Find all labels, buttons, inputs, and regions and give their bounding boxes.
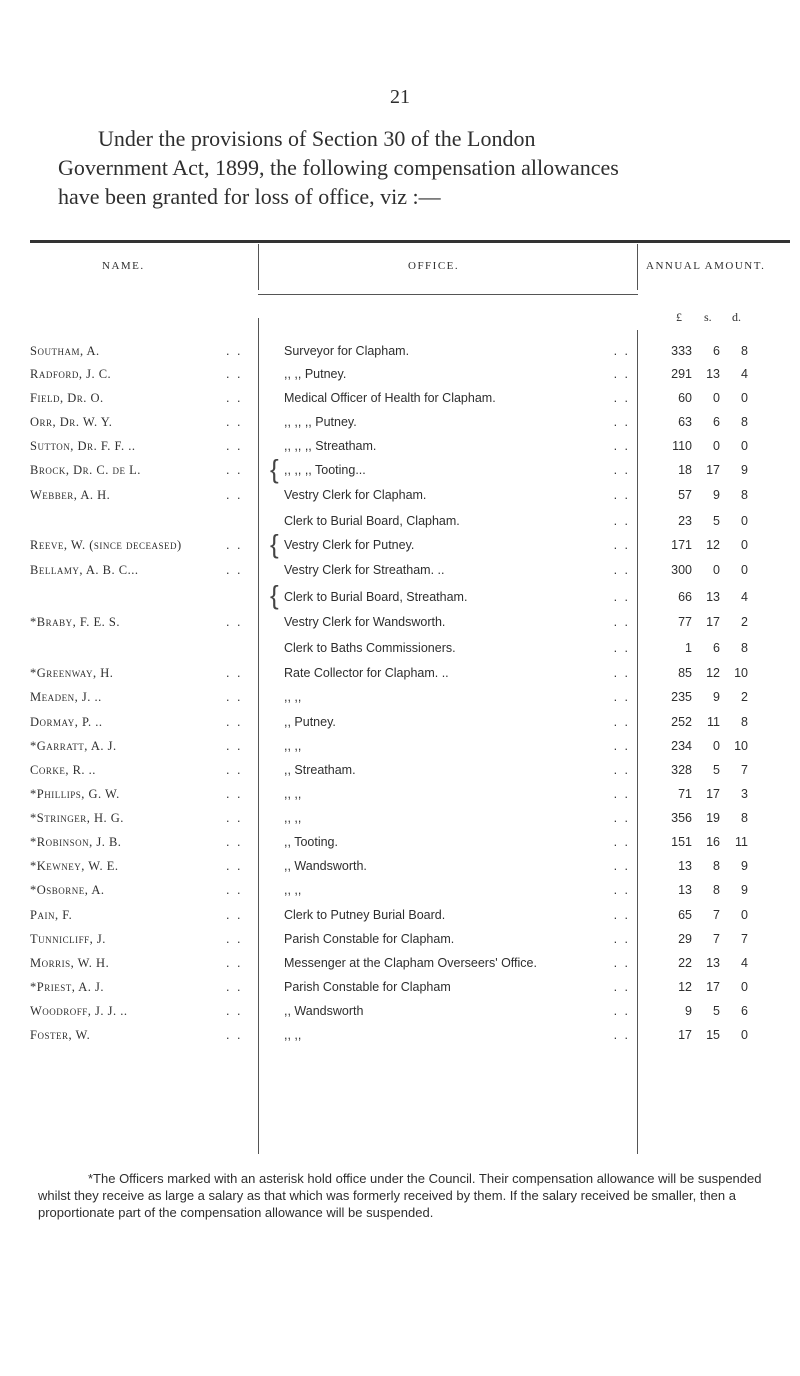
row-shillings: 11: [707, 715, 720, 729]
leader-dots: . .: [226, 980, 243, 994]
leader-dots: . .: [613, 690, 630, 704]
row-pounds: 13: [678, 883, 692, 897]
leader-dots: . .: [226, 835, 243, 849]
table-row: [0, 344, 800, 366]
row-pounds: 17: [678, 1028, 692, 1042]
row-name: Sutton, Dr. F. F. ..: [30, 439, 136, 453]
row-pounds: 1: [685, 641, 692, 655]
row-office: Parish Constable for Clapham: [284, 980, 451, 994]
row-shillings: 5: [713, 763, 720, 777]
row-shillings: 6: [713, 344, 720, 358]
leader-dots: . .: [226, 715, 243, 729]
table-row: [0, 391, 800, 413]
leader-dots: . .: [226, 908, 243, 922]
row-name: Orr, Dr. W. Y.: [30, 415, 113, 429]
row-shillings: 13: [706, 367, 720, 381]
row-pence: 3: [741, 787, 748, 801]
table-row: [0, 463, 800, 485]
leader-dots: . .: [226, 615, 243, 629]
row-pounds: 63: [678, 415, 692, 429]
row-office: ,, ,,: [284, 690, 302, 704]
row-office: Messenger at the Clapham Overseers' Office.: [284, 956, 537, 970]
row-pence: 8: [741, 811, 748, 825]
leader-dots: . .: [613, 908, 630, 922]
table-row: [0, 859, 800, 881]
row-pounds: 12: [678, 980, 692, 994]
row-pounds: 300: [671, 563, 692, 577]
row-shillings: 0: [713, 439, 720, 453]
row-pence: 8: [741, 488, 748, 502]
row-office: Rate Collector for Clapham. ..: [284, 666, 449, 680]
leader-dots: . .: [226, 956, 243, 970]
row-pence: 2: [741, 615, 748, 629]
row-office: ,, ,, Putney.: [284, 367, 347, 381]
table-row: [0, 488, 800, 510]
leader-dots: . .: [613, 463, 630, 477]
row-name: Woodroff, J. J. ..: [30, 1004, 128, 1018]
intro-line-2: Government Act, 1899, the following compensation allowances: [58, 155, 619, 180]
row-pounds: 71: [678, 787, 692, 801]
row-shillings: 6: [713, 415, 720, 429]
row-pounds: 57: [678, 488, 692, 502]
row-pounds: 13: [678, 859, 692, 873]
table-row: [0, 932, 800, 954]
row-pence: 4: [741, 367, 748, 381]
row-pence: 0: [741, 908, 748, 922]
row-shillings: 13: [706, 590, 720, 604]
leader-dots: . .: [226, 883, 243, 897]
table-row: [0, 641, 800, 663]
row-pence: 0: [741, 1028, 748, 1042]
table-row: [0, 787, 800, 809]
row-name: *Priest, A. J.: [30, 980, 105, 994]
leader-dots: . .: [613, 615, 630, 629]
table-row: [0, 563, 800, 585]
leader-dots: . .: [613, 641, 630, 655]
table-row: [0, 590, 800, 612]
row-shillings: 0: [713, 563, 720, 577]
row-pence: 8: [741, 344, 748, 358]
row-shillings: 12: [706, 666, 720, 680]
row-name: Corke, R. ..: [30, 763, 96, 777]
table-row: [0, 367, 800, 389]
table-row: [0, 715, 800, 737]
row-name: Dormay, P. ..: [30, 715, 103, 729]
row-office: Medical Officer of Health for Clapham.: [284, 391, 496, 405]
row-pence: 0: [741, 391, 748, 405]
table-row: [0, 415, 800, 437]
leader-dots: . .: [613, 1004, 630, 1018]
header-annual-amount: ANNUAL AMOUNT.: [646, 260, 766, 272]
intro-line-3: have been granted for loss of office, viz :—: [58, 184, 441, 209]
row-pounds: 18: [678, 463, 692, 477]
row-shillings: 0: [713, 391, 720, 405]
row-pence: 2: [741, 690, 748, 704]
brace-bellamy: {: [270, 529, 279, 559]
leader-dots: . .: [613, 563, 630, 577]
table-row: [0, 883, 800, 905]
intro-paragraph: [58, 124, 748, 211]
row-shillings: 16: [706, 835, 720, 849]
row-office: ,, Wandsworth: [284, 1004, 364, 1018]
row-shillings: 9: [713, 488, 720, 502]
leader-dots: . .: [613, 811, 630, 825]
pence-symbol: d.: [732, 310, 741, 324]
row-shillings: 7: [713, 908, 720, 922]
row-office: Vestry Clerk for Putney.: [284, 538, 415, 552]
leader-dots: . .: [226, 488, 243, 502]
table-row: [0, 739, 800, 761]
row-pence: 0: [741, 439, 748, 453]
table-row: [0, 615, 800, 637]
row-pence: 0: [741, 514, 748, 528]
header-underline: [258, 294, 638, 295]
leader-dots: . .: [613, 538, 630, 552]
row-shillings: 0: [713, 739, 720, 753]
leader-dots: . .: [226, 739, 243, 753]
table-top-rule: [30, 240, 790, 243]
table-row: [0, 835, 800, 857]
row-shillings: 8: [713, 883, 720, 897]
leader-dots: . .: [613, 763, 630, 777]
leader-dots: . .: [613, 956, 630, 970]
leader-dots: . .: [613, 488, 630, 502]
row-pounds: 234: [671, 739, 692, 753]
row-name: *Stringer, H. G.: [30, 811, 124, 825]
row-office: Clerk to Baths Commissioners.: [284, 641, 456, 655]
row-pounds: 151: [671, 835, 692, 849]
intro-line-1: Under the provisions of Section 30 of the London: [98, 126, 536, 151]
row-office: ,, ,,: [284, 883, 302, 897]
leader-dots: . .: [613, 883, 630, 897]
row-name: Tunnicliff, J.: [30, 932, 106, 946]
row-office: Vestry Clerk for Streatham. ..: [284, 563, 445, 577]
row-pence: 9: [741, 859, 748, 873]
row-pounds: 252: [671, 715, 692, 729]
row-pence: 4: [741, 590, 748, 604]
shillings-symbol: s.: [704, 310, 712, 324]
row-pounds: 29: [678, 932, 692, 946]
leader-dots: . .: [613, 391, 630, 405]
row-shillings: 5: [713, 514, 720, 528]
row-office: ,, ,,: [284, 811, 302, 825]
row-shillings: 15: [706, 1028, 720, 1042]
leader-dots: . .: [613, 415, 630, 429]
row-name: Brock, Dr. C. de L.: [30, 463, 141, 477]
row-name: *Greenway, H.: [30, 666, 114, 680]
row-name: Foster, W.: [30, 1028, 91, 1042]
row-office: Clerk to Burial Board, Streatham.: [284, 590, 468, 604]
table-row: [0, 763, 800, 785]
row-name: *Braby, F. E. S.: [30, 615, 121, 629]
row-name: *Osborne, A.: [30, 883, 105, 897]
row-office: ,, ,, ,, Putney.: [284, 415, 357, 429]
row-name: Reeve, W. (since deceased): [30, 538, 182, 552]
row-pounds: 291: [671, 367, 692, 381]
row-name: *Robinson, J. B.: [30, 835, 122, 849]
header-name: NAME.: [102, 260, 145, 272]
row-office: ,, ,,: [284, 787, 302, 801]
leader-dots: . .: [613, 590, 630, 604]
row-office: Vestry Clerk for Clapham.: [284, 488, 427, 502]
row-office: Clerk to Burial Board, Clapham.: [284, 514, 460, 528]
row-pounds: 9: [685, 1004, 692, 1018]
table-row: [0, 1004, 800, 1026]
brace-webber: {: [270, 454, 279, 484]
brace-braby: {: [270, 580, 279, 610]
header-divider-2: [637, 244, 638, 290]
leader-dots: . .: [613, 859, 630, 873]
leader-dots: . .: [226, 666, 243, 680]
row-office: ,, ,,: [284, 739, 302, 753]
leader-dots: . .: [226, 690, 243, 704]
leader-dots: . .: [226, 763, 243, 777]
row-shillings: 19: [706, 811, 720, 825]
row-pence: 9: [741, 883, 748, 897]
row-pence: 8: [741, 415, 748, 429]
row-shillings: 8: [713, 859, 720, 873]
row-pounds: 66: [678, 590, 692, 604]
row-shillings: 12: [706, 538, 720, 552]
table-row: [0, 1028, 800, 1050]
row-pence: 4: [741, 956, 748, 970]
row-pounds: 171: [671, 538, 692, 552]
row-name: Pain, F.: [30, 908, 73, 922]
leader-dots: . .: [613, 514, 630, 528]
row-pounds: 110: [672, 439, 692, 453]
leader-dots: . .: [613, 739, 630, 753]
row-name: *Kewney, W. E.: [30, 859, 119, 873]
row-pounds: 333: [671, 344, 692, 358]
leader-dots: . .: [226, 563, 243, 577]
row-shillings: 7: [713, 932, 720, 946]
row-pence: 9: [741, 463, 748, 477]
page-number: 21: [390, 86, 410, 108]
row-office: ,, ,, ,, Streatham.: [284, 439, 377, 453]
leader-dots: . .: [613, 932, 630, 946]
row-office: ,, Putney.: [284, 715, 336, 729]
row-pounds: 356: [671, 811, 692, 825]
leader-dots: . .: [226, 344, 243, 358]
row-office: ,, ,,: [284, 1028, 302, 1042]
row-name: Radford, J. C.: [30, 367, 112, 381]
row-pounds: 22: [678, 956, 692, 970]
row-pence: 0: [741, 563, 748, 577]
table-row: [0, 439, 800, 461]
table-row: [0, 666, 800, 688]
table-row: [0, 811, 800, 833]
row-pence: 0: [741, 538, 748, 552]
row-pounds: 60: [678, 391, 692, 405]
row-name: Field, Dr. O.: [30, 391, 104, 405]
leader-dots: . .: [613, 666, 630, 680]
row-pounds: 85: [678, 666, 692, 680]
leader-dots: . .: [613, 1028, 630, 1042]
leader-dots: . .: [613, 787, 630, 801]
leader-dots: . .: [226, 367, 243, 381]
table-row: [0, 538, 800, 560]
row-shillings: 17: [706, 787, 720, 801]
row-pence: 10: [734, 739, 748, 753]
table-row: [0, 908, 800, 930]
table-row: [0, 690, 800, 712]
leader-dots: . .: [226, 811, 243, 825]
leader-dots: . .: [226, 932, 243, 946]
row-name: *Phillips, G. W.: [30, 787, 120, 801]
row-name: Southam, A.: [30, 344, 100, 358]
row-shillings: 17: [706, 980, 720, 994]
row-pence: 0: [741, 980, 748, 994]
row-pence: 11: [735, 835, 748, 849]
row-name: Meaden, J. ..: [30, 690, 102, 704]
row-office: ,, Wandsworth.: [284, 859, 367, 873]
leader-dots: . .: [226, 439, 243, 453]
leader-dots: . .: [613, 367, 630, 381]
leader-dots: . .: [613, 344, 630, 358]
row-pence: 8: [741, 641, 748, 655]
leader-dots: . .: [226, 1004, 243, 1018]
row-name: *Garratt, A. J.: [30, 739, 117, 753]
footnote: *The Officers marked with an asterisk hold office under the Council. Their compensation allowance will be suspended whilst they receive as large a salary as that which was formerly received by them. If the salary received be smaller, then a proportionate part of the compensation allowance will be suspended.: [38, 1171, 762, 1220]
table-row: [0, 514, 800, 536]
row-office: ,, Tooting.: [284, 835, 338, 849]
leader-dots: . .: [613, 835, 630, 849]
row-shillings: 17: [706, 463, 720, 477]
header-office: OFFICE.: [408, 260, 460, 272]
row-pence: 8: [741, 715, 748, 729]
leader-dots: . .: [613, 980, 630, 994]
leader-dots: . .: [226, 538, 243, 552]
row-pence: 7: [741, 763, 748, 777]
row-shillings: 6: [713, 641, 720, 655]
row-pence: 7: [741, 932, 748, 946]
row-office: ,, Streatham.: [284, 763, 356, 777]
header-divider-1: [258, 244, 259, 290]
row-pounds: 77: [678, 615, 692, 629]
leader-dots: . .: [613, 715, 630, 729]
row-name: Bellamy, A. B. C...: [30, 563, 139, 577]
row-office: ,, ,, ,, Tooting...: [284, 463, 366, 477]
row-shillings: 17: [706, 615, 720, 629]
pounds-symbol: £: [676, 310, 682, 324]
row-pence: 6: [741, 1004, 748, 1018]
row-pounds: 65: [678, 908, 692, 922]
row-shillings: 5: [713, 1004, 720, 1018]
row-pounds: 23: [678, 514, 692, 528]
row-name: Morris, W. H.: [30, 956, 110, 970]
table-row: [0, 956, 800, 978]
leader-dots: . .: [226, 391, 243, 405]
row-name: Webber, A. H.: [30, 488, 111, 502]
row-shillings: 13: [706, 956, 720, 970]
leader-dots: . .: [613, 439, 630, 453]
row-office: Surveyor for Clapham.: [284, 344, 410, 358]
table-row: [0, 980, 800, 1002]
row-pounds: 328: [671, 763, 692, 777]
leader-dots: . .: [226, 787, 243, 801]
row-office: Parish Constable for Clapham.: [284, 932, 455, 946]
row-pounds: 235: [671, 690, 692, 704]
row-office: Clerk to Putney Burial Board.: [284, 908, 446, 922]
row-pence: 10: [734, 666, 748, 680]
leader-dots: . .: [226, 463, 243, 477]
leader-dots: . .: [226, 415, 243, 429]
leader-dots: . .: [226, 859, 243, 873]
row-shillings: 9: [713, 690, 720, 704]
leader-dots: . .: [226, 1028, 243, 1042]
row-office: Vestry Clerk for Wandsworth.: [284, 615, 446, 629]
